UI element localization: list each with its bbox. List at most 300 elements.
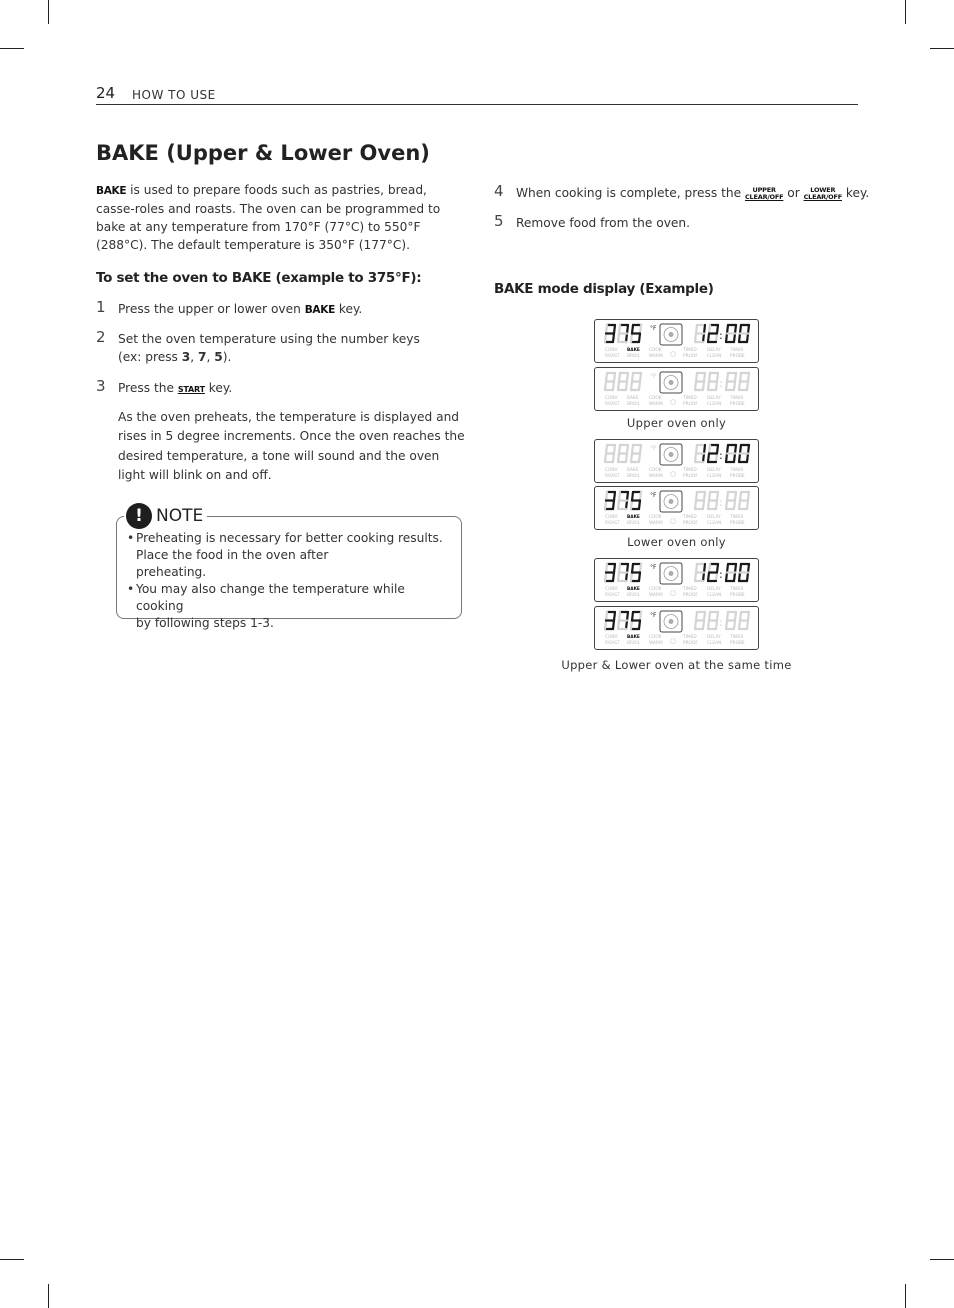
segment [717,492,718,501]
segment [748,445,749,454]
seven-segment-digit [739,445,749,462]
lock-icon [671,591,676,596]
seven-segment-digit [605,445,615,462]
fan-hub [669,619,674,624]
seven-segment-digit [695,373,705,390]
mode-label: COOK [649,587,662,592]
segment [708,454,709,463]
segment [640,492,641,501]
mode-label: BROIL [627,354,640,359]
segment [747,382,748,391]
seven-segment-digit [726,492,736,509]
segment [735,373,736,382]
seven-segment-digit [695,492,705,509]
segment [614,612,615,621]
mode-label: ROAST [605,354,620,359]
seven-segment-digit [618,445,628,462]
seven-segment-digit [631,492,641,509]
segment [734,501,735,510]
mode-label: BAKE [627,348,640,353]
fan-hub [669,452,674,457]
segment [747,334,748,343]
mode-label: PROBE [730,521,745,526]
crop-mark [930,1259,954,1260]
segment [735,612,736,621]
segment [695,454,696,463]
note-text: Preheating is necessary for better cooking results. [136,531,443,545]
seven-segment-digit [739,373,749,390]
header-divider [96,104,858,105]
segment [704,492,705,501]
segment [703,454,704,463]
mode-label: WARM [649,521,663,526]
segment [618,573,619,582]
lock-icon [671,639,676,644]
step-number: 3 [96,377,106,395]
segment [639,573,640,582]
mode-label: DELAY [707,515,721,520]
segment [740,612,741,621]
segment [632,373,633,382]
segment [708,334,709,343]
segment [627,564,628,573]
seven-segment-digit [631,373,641,390]
segment [696,492,697,501]
mode-label: COOK [649,635,662,640]
step-number: 2 [96,328,106,346]
segment [708,382,709,391]
number-key: 3 [181,349,191,364]
mode-label: CLEAN [707,402,722,407]
segment [704,373,705,382]
mode-label: BAKE [627,635,640,640]
intro-paragraph [96,181,466,254]
seven-segment-digit [695,325,705,342]
segment [614,373,615,382]
display-graphic [595,607,758,649]
segment [716,621,717,630]
lower-clear-off-key [804,187,842,201]
segment [726,621,727,630]
segment [726,501,727,510]
segment [740,564,741,573]
segment [696,612,697,621]
segment [735,445,736,454]
mode-label: TIMER [730,635,744,640]
segment [606,612,607,621]
segment [703,334,704,343]
mode-label: BROIL [627,402,640,407]
seven-segment-digit [631,612,641,629]
mode-label: CONV [605,587,618,592]
mode-label: CLEAN [707,521,722,526]
mode-label: DELAY [707,468,721,473]
segment [640,564,641,573]
mode-label: PROBE [730,474,745,479]
clock-colon: : [719,568,723,581]
segment [631,454,632,463]
segment [626,573,627,582]
segment [704,445,705,454]
segment [618,501,619,510]
display-graphic [595,440,758,482]
segment [613,621,614,630]
mode-label: BROIL [627,474,640,479]
mode-label: CONV [605,396,618,401]
lock-icon [671,352,676,357]
segment [632,612,633,621]
segment [727,612,728,621]
display-graphic [595,368,758,410]
degree-indicator: °F [650,445,657,452]
section-title: HOW TO USE [132,88,216,102]
segment [605,382,606,391]
segment [726,334,727,343]
mode-label: PROOF [683,354,698,359]
page-title: BAKE (Upper & Lower Oven) [96,141,430,165]
segment [747,501,748,510]
step-text: key. [334,302,363,316]
note-header [124,503,207,529]
display-heading: BAKE mode display (Example) [494,281,714,297]
mode-label: ROAST [605,474,620,479]
segment [639,454,640,463]
mode-label: PROOF [683,521,698,526]
seven-segment-digit [631,445,641,462]
segment [695,382,696,391]
step-number: 5 [494,212,504,230]
segment [618,454,619,463]
segment [631,621,632,630]
segment [717,373,718,382]
segment [748,492,749,501]
segment [639,501,640,510]
note-text: by following steps 1-3. [136,616,274,630]
segment [613,334,614,343]
segment [619,492,620,501]
mode-label: WARM [649,474,663,479]
segment [695,621,696,630]
mode-label: PROBE [730,593,745,598]
number-key: 5 [214,349,223,364]
seven-segment-digit [605,325,615,342]
separator: , [190,349,199,364]
seven-segment-digit [726,325,736,342]
fan-hub [669,571,674,576]
crop-mark [48,0,49,24]
segment [614,325,615,334]
note-text: preheating. [136,565,207,579]
segment [619,564,620,573]
mode-label: WARM [649,402,663,407]
mode-label: CONV [605,515,618,520]
set-oven-heading: To set the oven to BAKE (example to 375°F): [96,270,422,286]
segment [605,501,606,510]
mode-label: CONV [605,468,618,473]
mode-label: COOK [649,515,662,520]
display-graphic [595,320,758,362]
segment [696,564,697,573]
segment [735,492,736,501]
segment [726,382,727,391]
fan-hub [669,499,674,504]
segment [640,325,641,334]
segment [739,621,740,630]
segment [695,501,696,510]
segment [627,325,628,334]
mode-label: PROBE [730,354,745,359]
seven-segment-digit [631,564,641,581]
mode-label: TIMED [683,468,697,473]
segment [627,445,628,454]
clock-colon: : [719,616,723,629]
segment [695,334,696,343]
segment [727,492,728,501]
step-text: Set the oven temperature using the number keys [118,332,420,346]
seven-segment-digit [708,325,718,342]
segment [626,454,627,463]
crop-mark [0,48,24,49]
mode-label: PROOF [683,593,698,598]
seven-segment-digit [739,325,749,342]
mode-label: PROBE [730,641,745,646]
segment [747,454,748,463]
seven-segment-digit [605,612,615,629]
mode-label: TIMER [730,348,744,353]
mode-label: BAKE [627,587,640,592]
mode-label: BROIL [627,593,640,598]
segment [739,573,740,582]
oven-display [594,606,759,650]
segment [639,334,640,343]
segment [716,573,717,582]
seven-segment-digit [726,612,736,629]
segment [632,445,633,454]
mode-label: TIMER [730,587,744,592]
mode-label: DELAY [707,635,721,640]
segment [704,564,705,573]
oven-display [594,558,759,602]
segment [619,373,620,382]
segment [696,373,697,382]
segment [716,501,717,510]
crop-mark [905,1284,906,1308]
note-item [127,530,451,581]
degree-indicator: °F [650,373,657,380]
segment [640,445,641,454]
segment [614,564,615,573]
mode-label: CLEAN [707,641,722,646]
page-number: 24 [96,84,116,102]
seven-segment-digit [708,445,718,462]
upper-clear-off-key [745,187,783,201]
segment [734,454,735,463]
segment [740,373,741,382]
fan-hub [669,332,674,337]
seven-segment-digit [726,445,736,462]
step-number: 1 [96,298,106,316]
segment [747,573,748,582]
seven-segment-digit [631,325,641,342]
display-graphic [595,559,758,601]
mode-label: BAKE [627,396,639,401]
mode-label: PROOF [683,641,698,646]
segment [613,501,614,510]
segment [618,334,619,343]
exclamation-icon: ! [126,503,152,529]
step-text: key. [204,381,233,395]
mode-label: CLEAN [707,593,722,598]
segment [734,573,735,582]
key-bottom-label: CLEAR/OFF [803,192,842,201]
segment [632,492,633,501]
mode-label: TIMED [683,348,697,353]
segment [703,501,704,510]
segment [748,564,749,573]
segment [703,621,704,630]
segment [709,373,710,382]
mode-label: DELAY [707,587,721,592]
seven-segment-digit [695,612,705,629]
clock-colon: : [719,377,723,390]
segment [735,325,736,334]
note-item [127,581,451,632]
segment [735,564,736,573]
mode-label: TIMED [683,587,697,592]
key-bottom-label: CLEAR/OFF [744,192,784,201]
segment [632,564,633,573]
key-top-label: UPPER [752,185,776,194]
segment [717,445,718,454]
seven-segment-digit [618,492,628,509]
segment [618,382,619,391]
segment [708,573,709,582]
segment [734,621,735,630]
mode-label: TIMER [730,515,744,520]
separator: , [206,349,215,364]
degree-indicator: °F [650,612,657,619]
segment [631,501,632,510]
segment [613,382,614,391]
segment [709,445,710,454]
mode-label: ROAST [605,593,620,598]
segment [709,325,710,334]
crop-mark [905,0,906,24]
mode-label: PROBE [730,402,745,407]
segment [696,445,697,454]
seven-segment-digit [739,564,749,581]
segment [709,492,710,501]
crop-mark [0,1259,24,1260]
segment [626,334,627,343]
segment [716,382,717,391]
note-text: You may also change the temperature while cooking [136,582,405,613]
mode-label: PROOF [683,402,698,407]
start-key: START [177,385,205,394]
mode-label: TIMER [730,396,744,401]
lock-icon [671,519,676,524]
mode-label: COOK [649,468,662,473]
step-text: (ex: press [118,349,182,364]
segment [605,334,606,343]
segment [740,325,741,334]
oven-display [594,319,759,363]
clock-colon: : [719,329,723,342]
step-text: key. [841,186,870,200]
mode-label: COOK [649,348,662,353]
mode-label: TIMED [683,635,697,640]
display-graphic [595,487,758,529]
lock-icon [671,472,676,477]
mode-label: ROAST [605,641,620,646]
seven-segment-digit [618,325,628,342]
oven-display [594,486,759,530]
degree-indicator: °F [650,564,657,571]
mode-label: TIMER [730,468,744,473]
segment [717,612,718,621]
segment [727,564,728,573]
mode-label: CLEAN [707,474,722,479]
number-key: 7 [198,349,207,364]
caption-upper-only: Upper oven only [626,416,727,430]
mode-label: DELAY [707,396,721,401]
segment [606,325,607,334]
mode-label: ROAST [605,521,620,526]
seven-segment-digit [708,373,718,390]
mode-label: WARM [649,593,663,598]
mode-label: CONV [605,348,618,353]
segment [626,621,627,630]
segment [605,621,606,630]
segment [704,612,705,621]
seven-segment-digit [708,612,718,629]
segment [717,325,718,334]
segment [627,612,628,621]
segment [716,454,717,463]
mode-label: TIMED [683,515,697,520]
segment [640,373,641,382]
seven-segment-digit [618,612,628,629]
segment [606,564,607,573]
segment [613,573,614,582]
segment [727,445,728,454]
intro-text: is used to prepare foods such as pastries, bread, casse-roles and roasts. The oven can be programmed to bake at any temperature from 170°F (77°C) to 550°F (288°C). The default temperature is 350°F (177°C). [96,183,441,252]
segment [631,334,632,343]
segment [727,325,728,334]
seven-segment-digit [605,373,615,390]
segment [606,445,607,454]
segment [740,445,741,454]
caption-both-ovens: Upper & Lower oven at the same time [561,658,792,672]
mode-label: TIMED [683,396,697,401]
segment [717,564,718,573]
segment [614,492,615,501]
key-top-label: LOWER [810,185,836,194]
segment [740,492,741,501]
clock-colon: : [719,496,723,509]
seven-segment-digit [708,564,718,581]
seven-segment-digit [695,564,705,581]
segment [639,621,640,630]
segment [747,621,748,630]
mode-label: CONV [605,635,618,640]
crop-mark [930,48,954,49]
segment [696,325,697,334]
step-text: Press the [118,381,178,395]
segment [708,621,709,630]
seven-segment-digit [726,564,736,581]
segment [614,445,615,454]
